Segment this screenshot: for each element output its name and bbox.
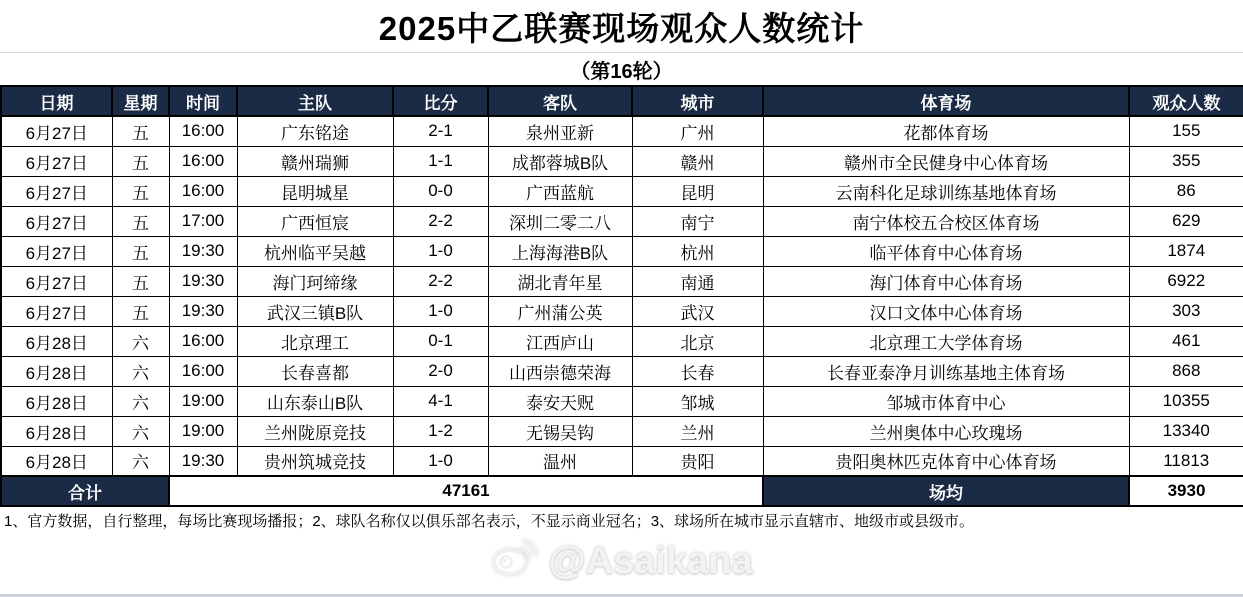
table-cell: 6月27日 — [1, 206, 112, 236]
table-cell: 1-2 — [393, 416, 488, 446]
column-header: 星期 — [112, 86, 169, 116]
table-cell: 19:30 — [169, 236, 237, 266]
column-header: 日期 — [1, 86, 112, 116]
table-cell: 17:00 — [169, 206, 237, 236]
total-row — [1, 476, 1243, 506]
table-cell: 昆明城星 — [237, 176, 393, 206]
table-cell: 兰州陇原竞技 — [237, 416, 393, 446]
table-cell: 19:30 — [169, 296, 237, 326]
table-cell: 南宁体校五合校区体育场 — [763, 206, 1129, 236]
table-row — [1, 296, 1243, 326]
table-cell: 19:00 — [169, 386, 237, 416]
table-cell: 16:00 — [169, 356, 237, 386]
column-header: 观众人数 — [1129, 86, 1243, 116]
table-cell: 五 — [112, 236, 169, 266]
table-cell: 19:30 — [169, 266, 237, 296]
table-cell: 868 — [1129, 356, 1243, 386]
table-cell: 广州蒲公英 — [488, 296, 632, 326]
table-cell: 19:00 — [169, 416, 237, 446]
table-row — [1, 356, 1243, 386]
table-cell: 6月28日 — [1, 356, 112, 386]
table-cell: 五 — [112, 266, 169, 296]
table-cell: 贵州筑城竞技 — [237, 446, 393, 476]
table-cell: 10355 — [1129, 386, 1243, 416]
header-row — [1, 86, 1243, 116]
table-cell: 山东泰山B队 — [237, 386, 393, 416]
table-cell: 云南科化足球训练基地体育场 — [763, 176, 1129, 206]
table-cell: 泰安天贶 — [488, 386, 632, 416]
weibo-icon — [491, 535, 539, 587]
column-header: 客队 — [488, 86, 632, 116]
table-cell: 2-2 — [393, 266, 488, 296]
table-cell: 长春喜都 — [237, 356, 393, 386]
average-label-cell: 场均 — [763, 476, 1129, 506]
average-value-cell: 3930 — [1129, 476, 1243, 506]
watermark-handle: @Asaikana — [548, 539, 753, 582]
table-cell: 北京 — [632, 326, 763, 356]
column-header: 比分 — [393, 86, 488, 116]
table-cell: 长春亚泰净月训练基地主体育场 — [763, 356, 1129, 386]
table-row — [1, 266, 1243, 296]
table-cell: 武汉三镇B队 — [237, 296, 393, 326]
table-cell: 南宁 — [632, 206, 763, 236]
page-subtitle: （第16轮） — [570, 60, 673, 83]
table-cell: 629 — [1129, 206, 1243, 236]
table-cell: 1874 — [1129, 236, 1243, 266]
table-cell: 6月28日 — [1, 386, 112, 416]
table-cell: 0-1 — [393, 326, 488, 356]
table-cell: 13340 — [1129, 416, 1243, 446]
table-cell: 461 — [1129, 326, 1243, 356]
table-cell: 六 — [112, 416, 169, 446]
column-header: 城市 — [632, 86, 763, 116]
table-cell: 江西庐山 — [488, 326, 632, 356]
table-cell: 成都蓉城B队 — [488, 146, 632, 176]
table-cell: 6月27日 — [1, 146, 112, 176]
table-cell: 6月27日 — [1, 116, 112, 146]
watermark — [491, 535, 753, 587]
column-header: 体育场 — [763, 86, 1129, 116]
table-cell: 19:30 — [169, 446, 237, 476]
table-cell: 汉口文体中心体育场 — [763, 296, 1129, 326]
table-cell: 赣州 — [632, 146, 763, 176]
table-cell: 贵阳 — [632, 446, 763, 476]
table-cell: 广西恒宸 — [237, 206, 393, 236]
table-cell: 上海海港B队 — [488, 236, 632, 266]
table-cell: 6月28日 — [1, 446, 112, 476]
title-bar — [0, 0, 1243, 53]
table-row — [1, 236, 1243, 266]
column-header: 时间 — [169, 86, 237, 116]
table-cell: 山西崇德荣海 — [488, 356, 632, 386]
table-cell: 1-0 — [393, 296, 488, 326]
table-cell: 6月27日 — [1, 176, 112, 206]
table-cell: 155 — [1129, 116, 1243, 146]
table-cell: 贵阳奥林匹克体育中心体育场 — [763, 446, 1129, 476]
table-cell: 温州 — [488, 446, 632, 476]
table-cell: 五 — [112, 176, 169, 206]
table-cell: 泉州亚新 — [488, 116, 632, 146]
table-cell: 昆明 — [632, 176, 763, 206]
table-cell: 武汉 — [632, 296, 763, 326]
table-body — [1, 116, 1243, 476]
table-cell: 五 — [112, 296, 169, 326]
table-cell: 深圳二零二八 — [488, 206, 632, 236]
attendance-table — [0, 85, 1243, 507]
table-cell: 赣州市全民健身中心体育场 — [763, 146, 1129, 176]
table-cell: 广西蓝航 — [488, 176, 632, 206]
column-header: 主队 — [237, 86, 393, 116]
table-row — [1, 176, 1243, 206]
total-label-cell: 合计 — [1, 476, 169, 506]
table-cell: 海门体育中心体育场 — [763, 266, 1129, 296]
table-cell: 六 — [112, 446, 169, 476]
table-cell: 南通 — [632, 266, 763, 296]
table-cell: 邹城市体育中心 — [763, 386, 1129, 416]
table-cell: 16:00 — [169, 116, 237, 146]
table-cell: 杭州临平吴越 — [237, 236, 393, 266]
table-cell: 邹城 — [632, 386, 763, 416]
table-cell: 6月28日 — [1, 416, 112, 446]
table-cell: 临平体育中心体育场 — [763, 236, 1129, 266]
table-row — [1, 416, 1243, 446]
table-cell: 北京理工 — [237, 326, 393, 356]
footnote: 1、官方数据，自行整理，每场比赛现场播报；2、球队名称仅以俱乐部名表示，不显示商业冠名；3、球场所在城市显示直辖市、地级市或县级市。 — [4, 513, 975, 530]
table-cell: 6922 — [1129, 266, 1243, 296]
table-cell: 6月27日 — [1, 296, 112, 326]
table-cell: 6月27日 — [1, 266, 112, 296]
table-cell: 11813 — [1129, 446, 1243, 476]
table-row — [1, 326, 1243, 356]
table-cell: 1-0 — [393, 236, 488, 266]
table-cell: 2-1 — [393, 116, 488, 146]
table-cell: 4-1 — [393, 386, 488, 416]
table-cell: 海门珂缔缘 — [237, 266, 393, 296]
table-cell: 六 — [112, 326, 169, 356]
subtitle-bar — [0, 53, 1243, 85]
table-cell: 五 — [112, 146, 169, 176]
table-row — [1, 146, 1243, 176]
table-cell: 五 — [112, 116, 169, 146]
table-cell: 6月28日 — [1, 326, 112, 356]
table-cell: 16:00 — [169, 146, 237, 176]
table-cell: 五 — [112, 206, 169, 236]
table-cell: 杭州 — [632, 236, 763, 266]
table-cell: 355 — [1129, 146, 1243, 176]
table-row — [1, 386, 1243, 416]
table-cell: 无锡吴钩 — [488, 416, 632, 446]
table-cell: 2-0 — [393, 356, 488, 386]
table-cell: 广州 — [632, 116, 763, 146]
table-cell: 2-2 — [393, 206, 488, 236]
table-cell: 六 — [112, 386, 169, 416]
table-cell: 303 — [1129, 296, 1243, 326]
table-cell: 长春 — [632, 356, 763, 386]
table-cell: 广东铭途 — [237, 116, 393, 146]
table-cell: 湖北青年星 — [488, 266, 632, 296]
table-cell: 北京理工大学体育场 — [763, 326, 1129, 356]
table-cell: 86 — [1129, 176, 1243, 206]
page-title: 2025中乙联赛现场观众人数统计 — [378, 9, 865, 47]
table-cell: 16:00 — [169, 326, 237, 356]
table-cell: 6月27日 — [1, 236, 112, 266]
table-cell: 花都体育场 — [763, 116, 1129, 146]
table-cell: 1-0 — [393, 446, 488, 476]
table-cell: 兰州 — [632, 416, 763, 446]
table-cell: 赣州瑞狮 — [237, 146, 393, 176]
table-row — [1, 206, 1243, 236]
table-cell: 1-1 — [393, 146, 488, 176]
table-row — [1, 446, 1243, 476]
table-cell: 六 — [112, 356, 169, 386]
total-value-cell: 47161 — [169, 476, 763, 506]
table-cell: 兰州奥体中心玫瑰场 — [763, 416, 1129, 446]
table-row — [1, 116, 1243, 146]
table-cell: 16:00 — [169, 176, 237, 206]
table-cell: 0-0 — [393, 176, 488, 206]
